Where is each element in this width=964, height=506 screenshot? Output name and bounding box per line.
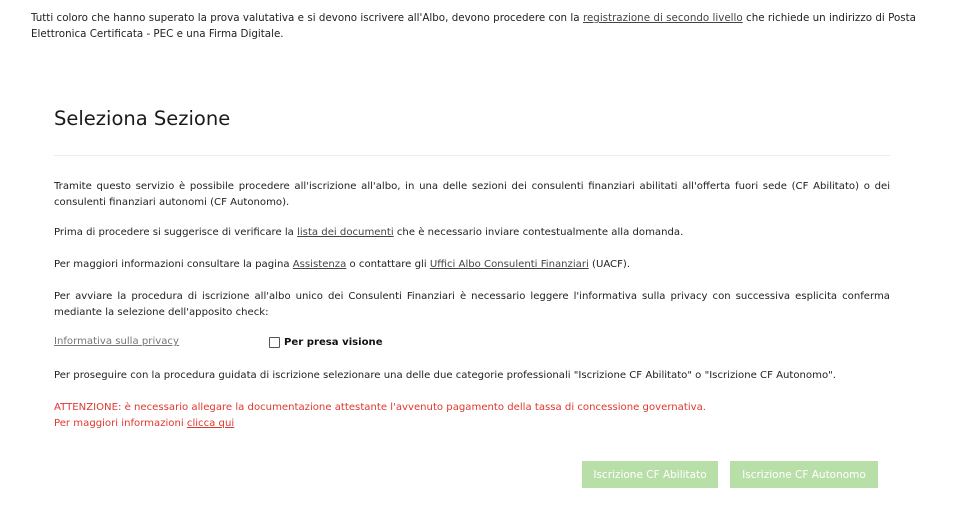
warning-line: ATTENZIONE: è necessario allegare la documentazione attestante l'avvenuto pagamento della tassa di concessione governativa. bbox=[54, 402, 707, 413]
documents-text-before: Prima di procedere si suggerisce di verificare la bbox=[54, 227, 298, 238]
warning-message bbox=[54, 400, 890, 432]
service-description: Tramite questo servizio è possibile procedere all'iscrizione all'albo, in una delle sezioni dei consulenti finanziari abilitati all'offerta fuori sede (CF Abilitato) o dei consulenti finanziari autonomi (CF Autonomo). bbox=[54, 181, 890, 208]
intro-text-after: che richiede un indirizzo di Posta Elettronica Certificata - PEC e una Firma Digitale. bbox=[31, 12, 916, 40]
privacy-policy-link[interactable]: Informativa sulla privacy bbox=[54, 336, 179, 347]
intro-text-before: Tutti coloro che hanno superato la prova valutativa e si devono iscrivere all'Albo, devono procedere con la bbox=[31, 12, 583, 24]
privacy-checkbox[interactable] bbox=[269, 337, 280, 348]
assistance-link[interactable]: Assistenza bbox=[292, 259, 347, 270]
section-panel bbox=[54, 100, 890, 481]
uacf-link[interactable]: Uffici Albo Consulenti Finanziari bbox=[429, 259, 589, 270]
proceed-instructions: Per proseguire con la procedura guidata di iscrizione selezionare una delle due categorie professionali "Iscrizione CF Abilitato" o "Iscrizione CF Autonomo". bbox=[54, 370, 836, 381]
more-info-text: Per maggiori informazioni bbox=[54, 418, 187, 429]
documents-list-link[interactable]: lista dei documenti bbox=[297, 227, 394, 238]
title-divider bbox=[54, 155, 890, 156]
privacy-checkbox-label[interactable]: Per presa visione bbox=[284, 337, 383, 348]
privacy-acknowledgement[interactable] bbox=[269, 337, 383, 348]
assistance-text-before: Per maggiori informazioni consultare la pagina bbox=[54, 259, 293, 270]
intro-text bbox=[31, 10, 916, 42]
iscrizione-cf-autonomo-button[interactable]: Iscrizione CF Autonomo bbox=[730, 461, 878, 488]
second-level-registration-link[interactable]: registrazione di secondo livello bbox=[582, 12, 743, 24]
documents-text-after: che è necessario inviare contestualmente alla domanda. bbox=[393, 227, 684, 238]
privacy-row bbox=[54, 336, 890, 352]
more-info-line bbox=[54, 416, 890, 432]
privacy-paragraph: Per avviare la procedura di iscrizione all'albo unico dei Consulenti Finanziari è necessario leggere l'informativa sulla privacy con successiva esplicita conferma mediante la selezione dell'apposito check: bbox=[54, 291, 890, 318]
assistance-paragraph bbox=[54, 257, 890, 273]
documents-paragraph bbox=[54, 225, 890, 241]
page-title: Seleziona Sezione bbox=[54, 107, 231, 130]
click-here-link[interactable]: clicca qui bbox=[186, 418, 235, 429]
assistance-text-after: (UACF). bbox=[588, 259, 631, 270]
assistance-text-middle: o contattare gli bbox=[346, 259, 430, 270]
iscrizione-cf-abilitato-button[interactable]: Iscrizione CF Abilitato bbox=[582, 461, 718, 488]
